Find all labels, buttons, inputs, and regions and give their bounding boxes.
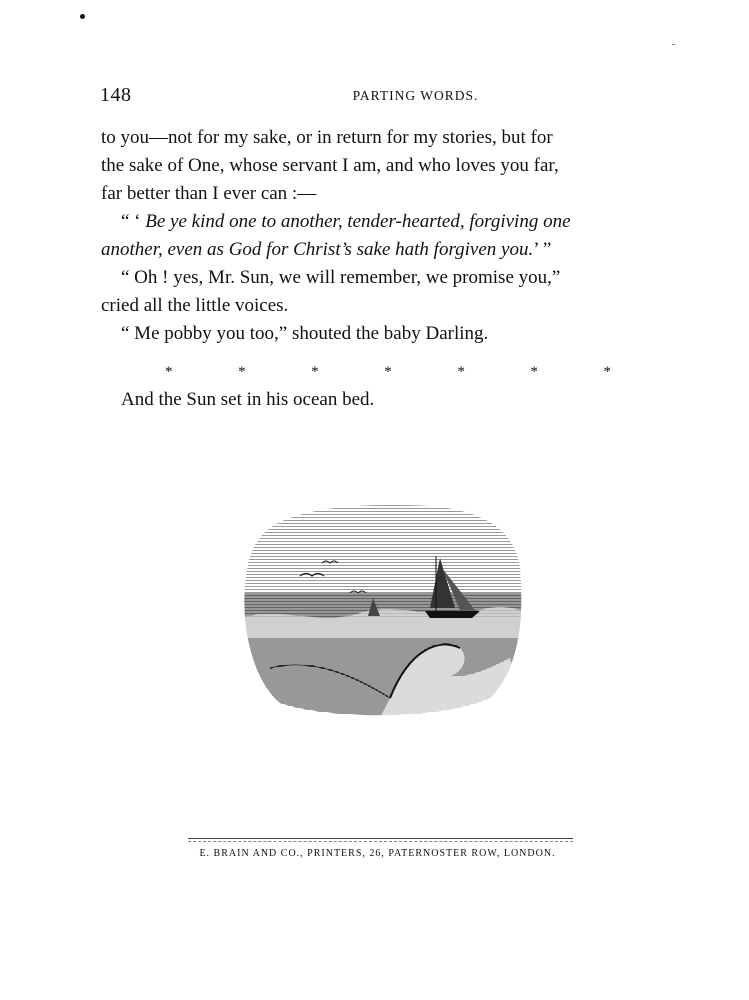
scripture-quote-line-2 (101, 236, 671, 264)
darling-line: “ Me pobby you too,” shouted the baby Darling. (121, 323, 489, 344)
running-head (0, 88, 749, 104)
printer-imprint (0, 848, 749, 859)
ink-speck (80, 14, 85, 19)
closing-line: And the Sun set in his ocean bed. (121, 389, 375, 410)
ink-speck-small (672, 44, 675, 45)
scripture-quote-text-1: Be ye kind one to another, tender-hearted, forgiving one (145, 211, 571, 232)
sea-ship-engraving (240, 498, 525, 718)
asterisk: * (530, 364, 538, 380)
asterisk: * (457, 364, 465, 380)
footer-rule-dashed (188, 841, 573, 842)
asterism-row (101, 348, 671, 380)
asterisk: * (603, 364, 611, 380)
asterisk: * (238, 364, 246, 380)
asterisk: * (165, 364, 173, 380)
text-line-3: far better than I ever can :— (101, 183, 317, 204)
printer-imprint-text: E. BRAIN AND CO., PRINTERS, 26, PATERNOSTER ROW, LONDON. (199, 848, 556, 859)
quote-close-marks: ’ ” (533, 239, 552, 260)
asterisk: * (311, 364, 319, 380)
scripture-quote-text-2: another, even as God for Christ’s sake hath forgiven you. (101, 239, 534, 260)
text-line-1: to you—not for my sake, or in return for my stories, but for (101, 127, 553, 148)
body-text (101, 124, 671, 414)
reply-line-1: “ Oh ! yes, Mr. Sun, we will remember, we promise you,” (121, 267, 561, 288)
running-head-text: PARTING WORDS. (352, 88, 479, 103)
text-line-2: the sake of One, whose servant I am, and who loves you far, (101, 155, 559, 176)
asterisk: * (384, 364, 392, 380)
reply-line-2: cried all the little voices. (101, 295, 289, 316)
quote-open-marks: “ ‘ (121, 211, 146, 232)
footer-rule (188, 838, 573, 839)
page-number: 148 (100, 84, 132, 106)
scripture-quote-line-1 (101, 208, 671, 236)
